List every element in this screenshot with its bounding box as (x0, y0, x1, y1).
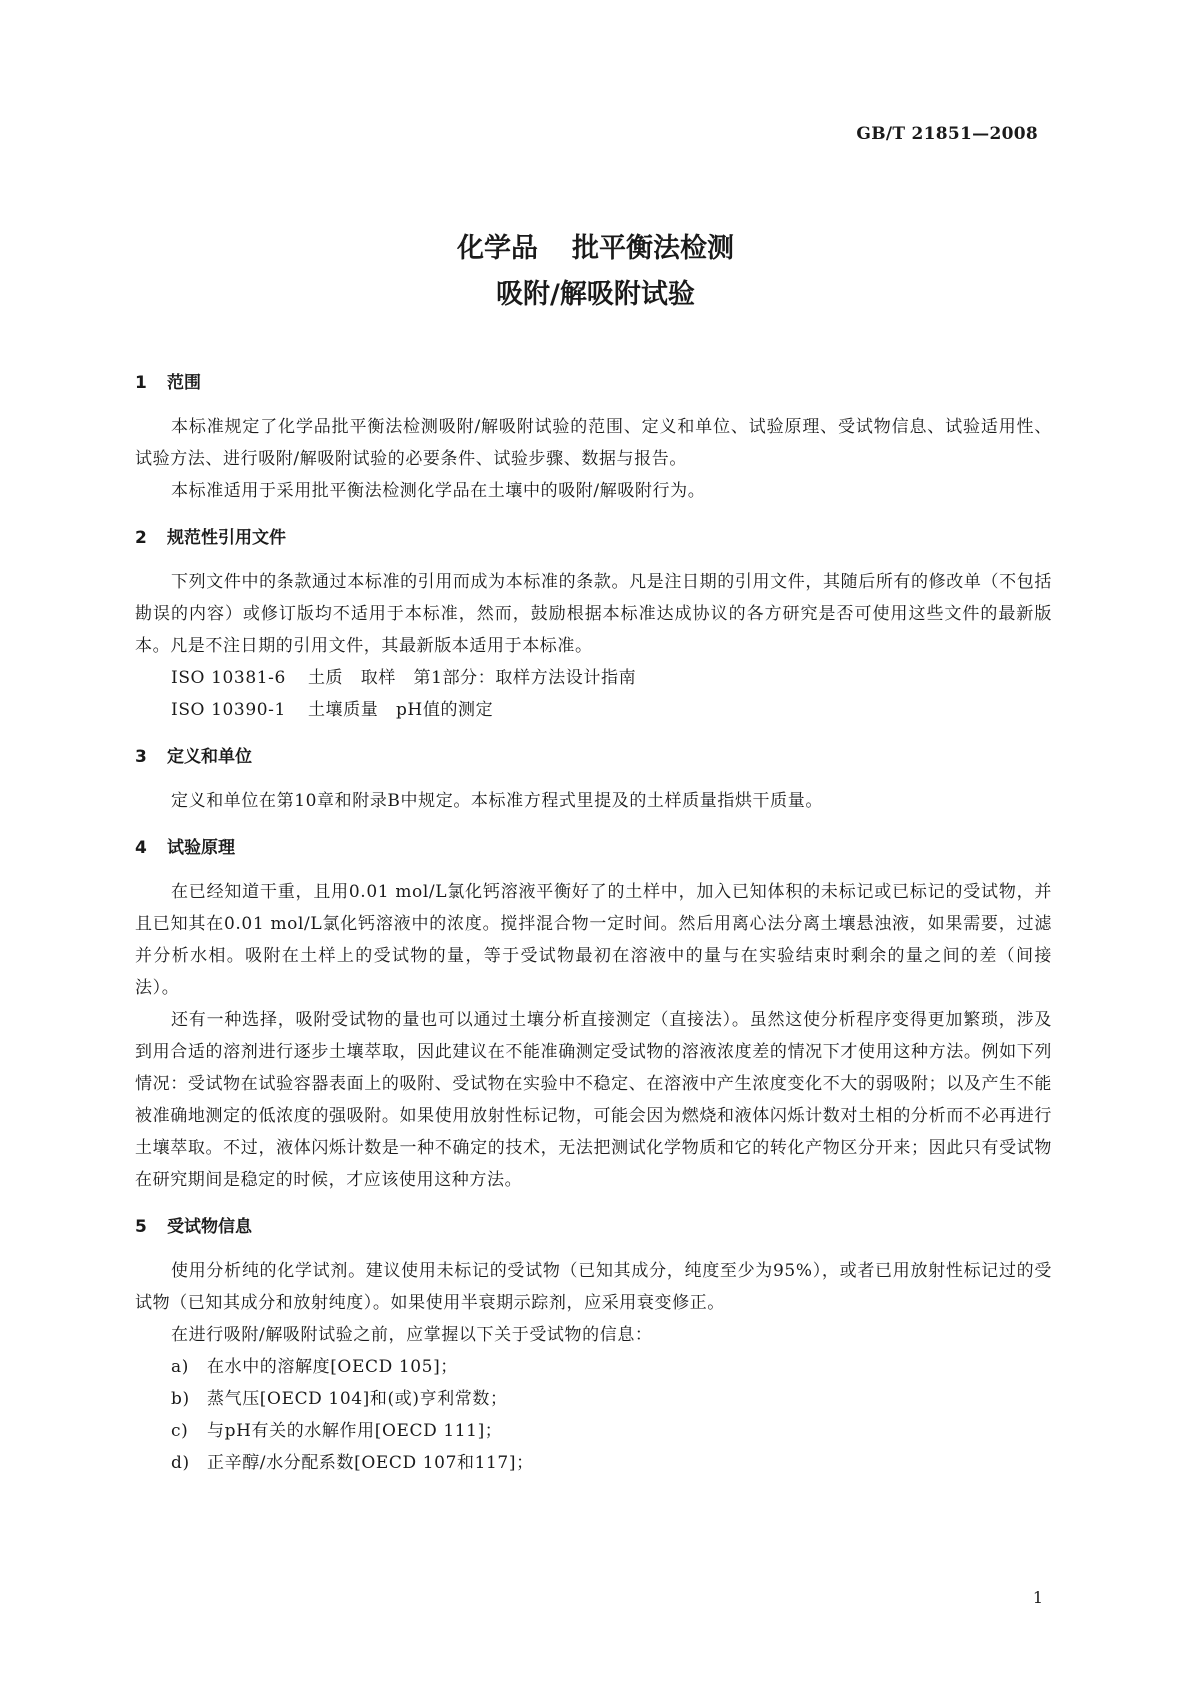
reference-code: ISO 10381-6 (171, 668, 286, 688)
title-line-1-part-a: 化学品 (457, 233, 538, 264)
section-title: 试验原理 (167, 838, 235, 858)
list-item-label: b) (171, 1389, 190, 1409)
list-item-text: 蒸气压[OECD 104]和(或)亨利常数； (207, 1389, 508, 1409)
reference-code: ISO 10390-1 (171, 700, 286, 720)
section-1-heading (135, 370, 1052, 396)
list-item (135, 1447, 1052, 1479)
page-number: 1 (1032, 1588, 1043, 1607)
section-3-paragraph-1: 定义和单位在第10章和附录B中规定。本标准方程式里提及的土样质量指烘干质量。 (171, 791, 823, 811)
document-body (135, 370, 1052, 1479)
section-3-heading (135, 744, 1052, 770)
section-number: 2 (135, 528, 147, 548)
section-4-heading (135, 835, 1052, 861)
section-number: 1 (135, 373, 147, 393)
list-item-text: 与pH有关的水解作用[OECD 111]； (207, 1421, 503, 1441)
list-item-text: 正辛醇/水分配系数[OECD 107和117]； (207, 1453, 534, 1473)
section-2-heading (135, 525, 1052, 551)
section-1-paragraph-1: 本标准规定了化学品批平衡法检测吸附/解吸附试验的范围、定义和单位、试验原理、受试物信息、试验适用性、试验方法、进行吸附/解吸附试验的必要条件、试验步骤、数据与报告。 (135, 417, 1052, 469)
section-title: 规范性引用文件 (167, 528, 286, 548)
section-number: 3 (135, 747, 147, 767)
list-item-label: a) (171, 1357, 189, 1377)
title-line-2: 吸附/解吸附试验 (496, 279, 695, 310)
section-5-paragraph-1: 使用分析纯的化学试剂。建议使用未标记的受试物（已知其成分，纯度至少为95%），或者已用放射性标记过的受试物（已知其成分和放射纯度）。如果使用半衰期示踪剂，应采用衰变修正。 (135, 1261, 1052, 1313)
section-number: 5 (135, 1217, 147, 1237)
list-item-text: 在水中的溶解度[OECD 105]； (207, 1357, 458, 1377)
reference-title: 土质 取样 第1部分：取样方法设计指南 (307, 668, 637, 688)
list-item (135, 1351, 1052, 1383)
section-title: 范围 (167, 373, 201, 393)
section-5-paragraph-2: 在进行吸附/解吸附试验之前，应掌握以下关于受试物的信息： (171, 1325, 653, 1345)
section-4-paragraph-2: 还有一种选择，吸附受试物的量也可以通过土壤分析直接测定（直接法）。虽然这使分析程序变得更加繁琐，涉及到用合适的溶剂进行逐步土壤萃取，因此建议在不能准确测定受试物的溶液浓度差的情况下才使用这种方法。例如下列情况：受试物在试验容器表面上的吸附、受试物在实验中不稳定、在溶液中产生浓度变化不大的弱吸附；以及产生不能被准确地测定的低浓度的强吸附。如果使用放射性标记物，可能会因为燃烧和液体闪烁计数对土相的分析而不必再进行土壤萃取。不过，液体闪烁计数是一种不确定的技术，无法把测试化学物质和它的转化产物区分开来；因此只有受试物在研究期间是稳定的时候，才应该使用这种方法。 (135, 1010, 1052, 1190)
list-item (135, 1383, 1052, 1415)
section-4-paragraph-1: 在已经知道干重，且用0.01 mol/L氯化钙溶液平衡好了的土样中，加入已知体积的未标记或已标记的受试物，并且已知其在0.01 mol/L氯化钙溶液中的浓度。搅拌混合物一定时间。然后用离心法分离土壤悬浊液，如果需要，过滤并分析水相。吸附在土样上的受试物的量，等于受试物最初在溶液中的量与在实验结束时剩余的量之间的差（间接法）。 (135, 882, 1052, 998)
section-2-paragraph-1: 下列文件中的条款通过本标准的引用而成为本标准的条款。凡是注日期的引用文件，其随后所有的修改单（不包括勘误的内容）或修订版均不适用于本标准，然而，鼓励根据本标准达成协议的各方研究是否可使用这些文件的最新版本。凡是不注日期的引用文件，其最新版本适用于本标准。 (135, 572, 1052, 656)
reference-title: 土壤质量 pH值的测定 (307, 700, 494, 720)
section-title: 受试物信息 (167, 1217, 252, 1237)
normative-reference-1 (135, 662, 1052, 694)
section-5-heading (135, 1214, 1052, 1240)
list-item (135, 1415, 1052, 1447)
section-title: 定义和单位 (167, 747, 252, 767)
normative-reference-2 (135, 694, 1052, 726)
title-line-1 (0, 226, 1191, 272)
list-item-label: d) (171, 1453, 190, 1473)
standard-code: GB/T 21851—2008 (856, 124, 1038, 144)
list-item-label: c) (171, 1421, 189, 1441)
title-line-1-part-b: 批平衡法检测 (572, 233, 734, 264)
document-title (0, 226, 1191, 318)
section-1-paragraph-2: 本标准适用于采用批平衡法检测化学品在土壤中的吸附/解吸附行为。 (171, 481, 706, 501)
section-number: 4 (135, 838, 147, 858)
